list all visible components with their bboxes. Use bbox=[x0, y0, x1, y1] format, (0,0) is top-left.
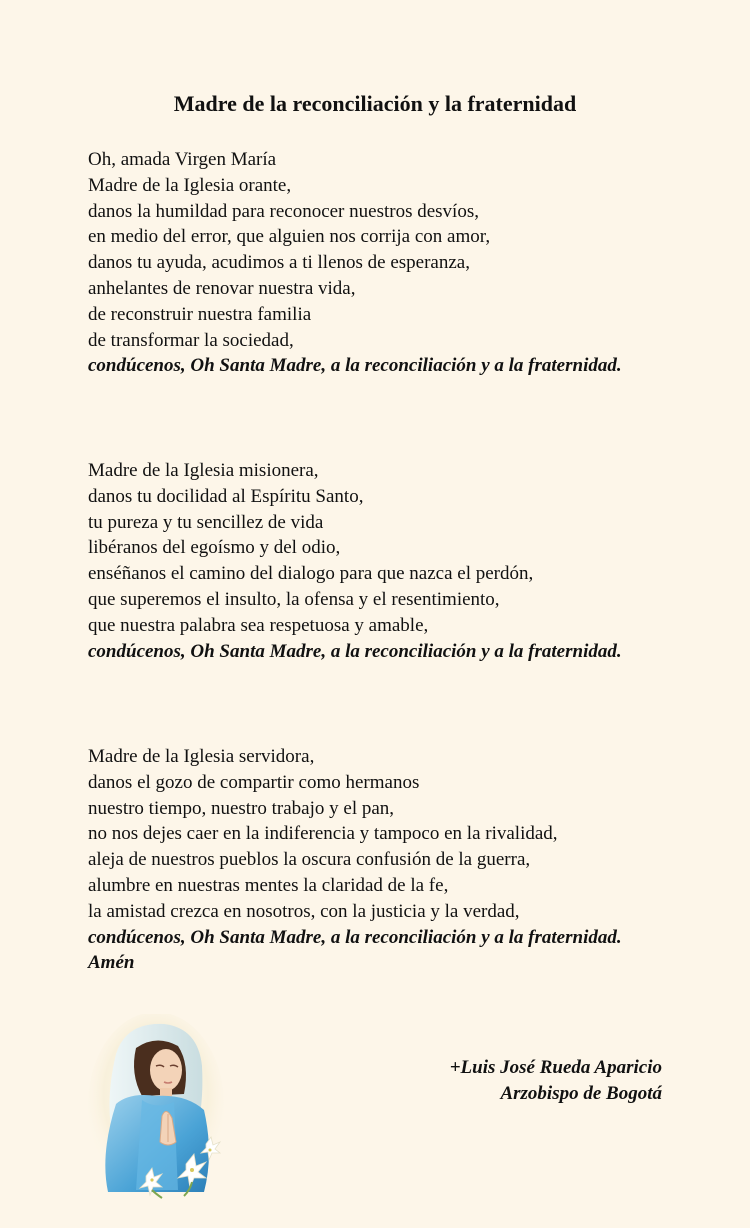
closing-amen: Amén bbox=[88, 952, 135, 974]
verse-line: no nos dejes caer en la indiferencia y tampoco en la rivalidad, bbox=[88, 823, 558, 845]
verse-line: Madre de la Iglesia misionera, bbox=[88, 460, 319, 481]
verse-line: de reconstruir nuestra familia bbox=[88, 303, 312, 325]
verse-line: danos tu docilidad al Espíritu Santo, bbox=[88, 485, 364, 507]
verse-line: que superemos el insulto, la ofensa y el resentimiento, bbox=[88, 588, 500, 610]
verse-line: tu pureza y tu sencillez de vida bbox=[88, 511, 324, 533]
verse-line: aleja de nuestros pueblos la oscura confusión de la guerra, bbox=[88, 849, 531, 871]
verse-line: Madre de la Iglesia servidora, bbox=[88, 746, 315, 767]
verse-line: libéranos del egoísmo y del odio, bbox=[88, 537, 341, 559]
refrain: condúcenos, Oh Santa Madre, a la reconciliación y a la fraternidad. bbox=[88, 355, 622, 377]
verse-line: de transformar la sociedad, bbox=[88, 329, 294, 351]
verse-line: la amistad crezca en nosotros, con la justicia y la verdad, bbox=[88, 900, 520, 922]
verse-line: nuestro tiempo, nuestro trabajo y el pan, bbox=[88, 797, 395, 819]
refrain: condúcenos, Oh Santa Madre, a la reconciliación y a la fraternidad. bbox=[88, 926, 622, 948]
verse-line: Madre de la Iglesia orante, bbox=[88, 174, 292, 196]
stanza-3 bbox=[88, 744, 662, 976]
verse-line: en medio del error, que alguien nos corrija con amor, bbox=[88, 226, 491, 248]
verse-line: danos el gozo de compartir como hermanos bbox=[88, 771, 420, 793]
verse-line: danos la humildad para reconocer nuestros desvíos, bbox=[88, 200, 479, 222]
stanza-1 bbox=[88, 147, 662, 379]
stanza-2 bbox=[88, 458, 662, 664]
verse-line: alumbre en nuestras mentes la claridad de la fe, bbox=[88, 874, 449, 896]
verse-line: que nuestra palabra sea respetuosa y amable, bbox=[88, 614, 429, 636]
signature-role: Arzobispo de Bogotá bbox=[500, 1083, 662, 1104]
verse-line: Oh, amada Virgen María bbox=[88, 149, 277, 170]
refrain: condúcenos, Oh Santa Madre, a la reconciliación y a la fraternidad. bbox=[88, 640, 622, 662]
verse-line: anhelantes de renovar nuestra vida, bbox=[88, 277, 356, 299]
virgin-mary-image bbox=[86, 1014, 226, 1200]
prayer-title: Madre de la reconciliación y la fraternidad bbox=[173, 91, 577, 116]
signature-name: +Luis José Rueda Aparicio bbox=[449, 1057, 662, 1078]
verse-line: enséñanos el camino del dialogo para que nazca el perdón, bbox=[88, 563, 534, 585]
verse-line: danos tu ayuda, acudimos a ti llenos de esperanza, bbox=[88, 252, 470, 274]
signature-block bbox=[450, 1055, 662, 1107]
